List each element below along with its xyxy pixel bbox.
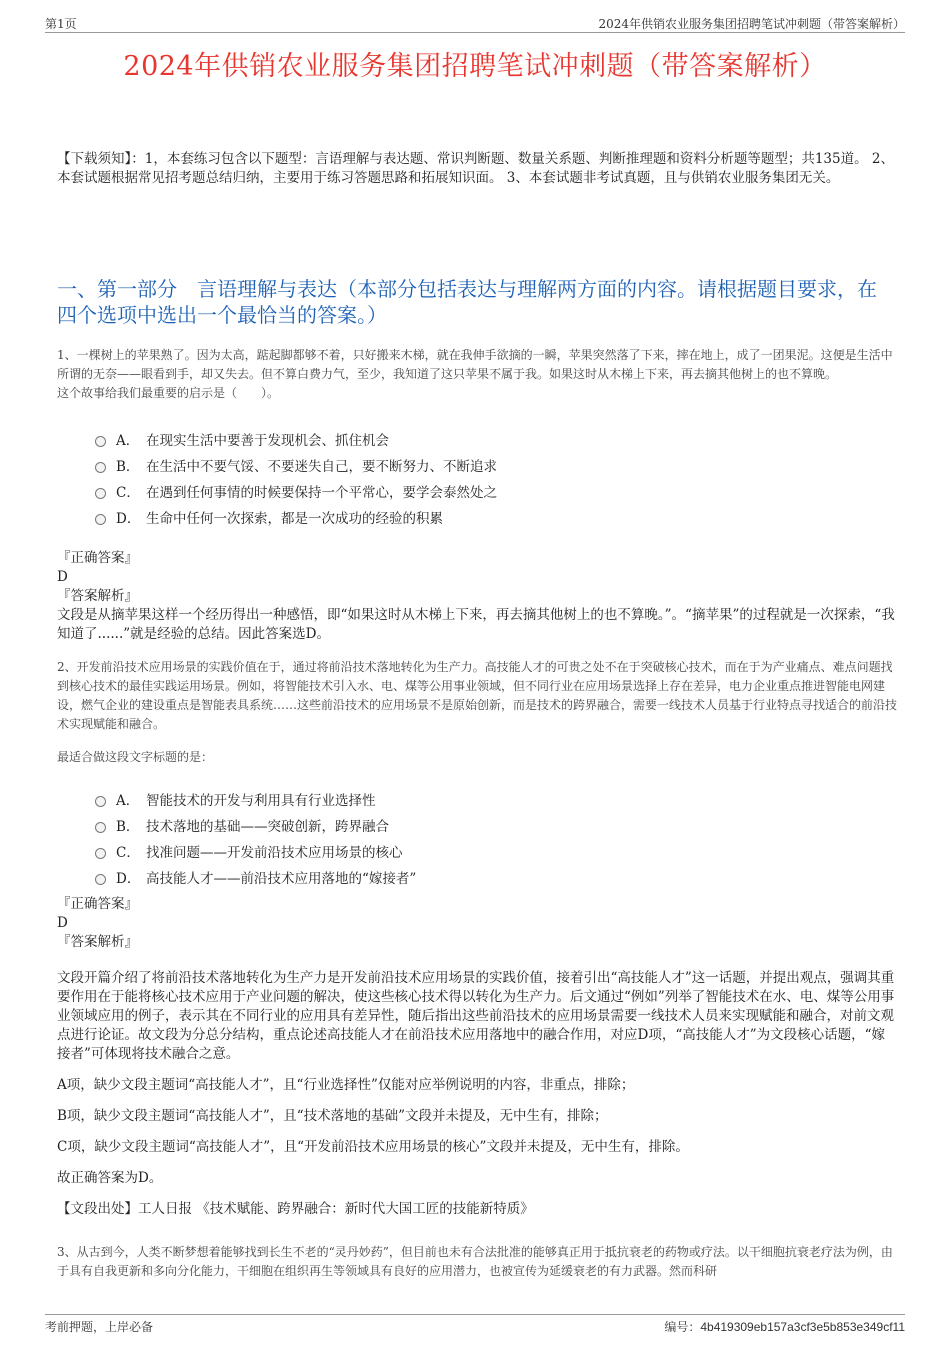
radio-icon[interactable] [95,488,106,499]
answer-label: 『正确答案』 [57,896,138,912]
document-title: 2024年供销农业服务集团招聘笔试冲刺题（带答案解析） [123,51,827,82]
analysis-paragraph: 文段开篇介绍了将前沿技术落地转化为生产力是开发前沿技术应用场景的实践价值，接着引出“高技能人才”这一话题，并提出观点，强调其重要作用在于能将核心技术应用于产业问题的解决，使这些核心技术得以转化为生产力。后文通过“例如”列举了智能技术在水、电、煤等公用事业领域应用的例子，表示其在不同行业的应用具有差异性，随后指出这些前沿技术的应用场景需要一线技术人员来实现赋能和融合，对前文观点进行论证。故文段为分总分结构，重点论述高技能人才在前沿技术应用落地中的融合作用，对应D项，“高技能人才”为文段核心话题，“嫁接者”可体现将技术融合之意。 [57,970,895,1062]
q1-option-b[interactable]: B． 在生活中不要气馁、不要迷失自己，要不断努力、不断追求 [95,452,890,478]
footer-code-value: 4b419309eb157a3cf3e5b853e349cf11 [700,1320,905,1334]
q1-option-c[interactable]: C． 在遇到任何事情的时候要保持一个平常心，要学会泰然处之 [95,478,890,504]
analysis-label: 『答案解析』 [57,934,138,950]
analysis-paragraph: A项，缺少文段主题词“高技能人才”，且“行业选择性”仅能对应举例说明的内容，非重点，排除； [57,1077,635,1093]
radio-icon[interactable] [95,848,106,859]
question-2-answer [57,895,900,952]
question-1-passage: 1、一棵树上的苹果熟了。因为太高，踮起脚都够不着，只好搬来木梯，就在我伸手欲摘的一瞬，苹果突然落了下来，摔在地上，成了一团果泥。这便是生活中所谓的无奈——眼看到手，却又失去。但不算白费力气，至少，我知道了这只苹果不属于我。如果这时从木梯上下来，再去摘其他树上的也不算晚。 [57,348,893,381]
answer-value: D [57,915,68,931]
question-1-options [95,426,890,530]
answer-value: D [57,569,68,585]
question-3-passage: 3、从古到今，人类不断梦想着能够找到长生不老的“灵丹妙药”，但目前也未有合法批准的能够真正用于抵抗衰老的药物或疗法。以干细胞抗衰老疗法为例，由于具有自我更新和多向分化能力，干细胞在组织再生等领域具有良好的应用潜力，也被宣传为延缓衰老的有力武器。然而科研 [57,1245,893,1278]
page-header [45,12,905,33]
radio-icon[interactable] [95,436,106,447]
question-1-prompt: 这个故事给我们最重要的启示是（ ）。 [57,386,280,400]
analysis-text: 文段是从摘苹果这样一个经历得出一种感悟，即“如果这时从木梯上下来，再去摘其他树上的也不算晚。”。“摘苹果”的过程就是一次探索，“我知道了......”就是经验的总结。因此答案选D。 [57,607,895,642]
question-2-text [57,658,900,767]
radio-icon[interactable] [95,796,106,807]
answer-label: 『正确答案』 [57,550,138,566]
header-doc-name: 2024年供销农业服务集团招聘笔试冲刺题（带答案解析） [598,17,905,31]
q1-option-d[interactable]: D． 生命中任何一次探索，都是一次成功的经验的积累 [95,504,890,530]
analysis-paragraph: B项，缺少文段主题词“高技能人才”，且“技术落地的基础”文段并未提及，无中生有，排除； [57,1108,608,1124]
radio-icon[interactable] [95,462,106,473]
footer-code-label: 编号： [664,1320,701,1334]
radio-icon[interactable] [95,874,106,885]
source-citation: 【文段出处】工人日报 《技术赋能、跨界融合：新时代大国工匠的技能新特质》 [57,1201,534,1217]
q2-option-b[interactable]: B． 技术落地的基础——突破创新，跨界融合 [95,812,890,838]
question-2-passage: 2、开发前沿技术应用场景的实践价值在于，通过将前沿技术落地转化为生产力。高技能人才的可贵之处不在于突破核心技术，而在于为产业痛点、难点问题找到核心技术的最佳实践运用场景。例如，将智能技术引入水、电、煤等公用事业领域，但不同行业在应用场景选择上存在差异，电力企业重点推进智能电网建设，燃气企业的建设重点是智能表具系统……这些前沿技术的应用场景不是原始创新，而是技术的跨界融合，需要一线技术人员基于行业特点寻找适合的前沿技术实现赋能和融合。 [57,660,898,731]
question-1-text [57,346,900,403]
radio-icon[interactable] [95,514,106,525]
q2-option-d[interactable]: D． 高技能人才——前沿技术应用落地的“嫁接者” [95,864,890,890]
analysis-paragraph: 故正确答案为D。 [57,1170,163,1186]
question-2-options [95,786,890,890]
question-2-analysis [57,969,898,1231]
page-footer [45,1314,905,1333]
analysis-label: 『答案解析』 [57,588,138,604]
section-heading: 一、第一部分 言语理解与表达（本部分包括表达与理解两方面的内容。请根据题目要求，在四个选项中选出一个最恰当的答案。） [57,277,877,327]
q2-option-c[interactable]: C． 找准问题——开发前沿技术应用场景的核心 [95,838,890,864]
analysis-paragraph: C项，缺少文段主题词“高技能人才”，且“开发前沿技术应用场景的核心”文段并未提及，无中生有，排除。 [57,1139,689,1155]
q1-option-a[interactable]: A． 在现实生活中要善于发现机会、抓住机会 [95,426,890,452]
q2-option-a[interactable]: A． 智能技术的开发与利用具有行业选择性 [95,786,890,812]
radio-icon[interactable] [95,822,106,833]
question-2-prompt: 最适合做这段文字标题的是： [57,750,214,764]
question-1-answer [57,549,900,644]
question-3-text [57,1243,900,1281]
page-number: 第1页 [45,17,77,31]
footer-code [664,1318,905,1335]
footer-slogan: 考前押题，上岸必备 [45,1320,154,1334]
download-notice: 【下载须知】：1，本套练习包含以下题型：言语理解与表达题、常识判断题、数量关系题、判断推理题和资料分析题等题型；共135道。 2、本套试题根据常见招考题总结归纳，主要用于练习答题思路和拓展知识面。 3、本套试题非考试真题，且与供销农业服务集团无关。 [57,151,894,186]
